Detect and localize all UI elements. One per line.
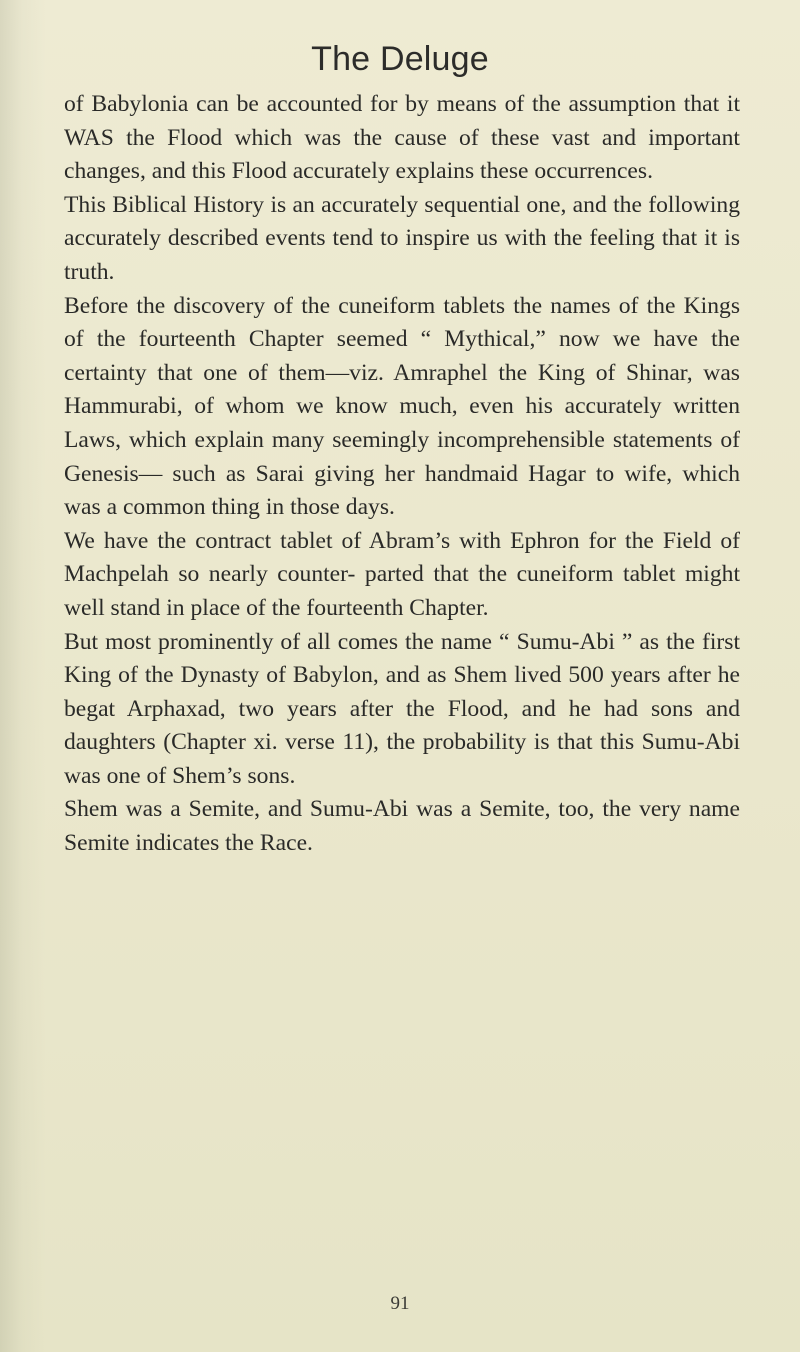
paragraph: of Babylonia can be accounted for by means of the assumption that it WAS the Flood which was the cause of these vast and important changes, and this Flood accurately explains these occurrences. xyxy=(64,91,740,185)
paragraph: This Biblical History is an accurately sequential one, and the following accurately described events tend to inspire us with the feeling that it is truth. xyxy=(64,191,740,285)
running-head: The Deluge xyxy=(311,40,489,78)
paragraph: Shem was a Semite, and Sumu-Abi was a Semite, too, the very name Semite indicates the Race. xyxy=(64,796,740,857)
page-number: 91 xyxy=(390,1293,410,1314)
body-text xyxy=(64,88,740,861)
paragraph: But most prominently of all comes the name “ Sumu-Abi ” as the first King of the Dynasty of Babylon, and as Shem lived 500 years after he begat Arphaxad, two years after the Flood, and he had sons and daughters (Chapter xi. verse 11), the probability is that this Sumu-Abi was one of Shem’s sons. xyxy=(64,628,740,789)
paragraph: We have the contract tablet of Abram’s with Ephron for the Field of Machpelah so nearly counter- parted that the cuneiform tablet might well stand in place of the fourteenth Chapter. xyxy=(64,527,740,621)
paragraph: Before the discovery of the cuneiform tablets the names of the Kings of the fourteenth Chapter seemed “ Mythical,” now we have the certainty that one of them—viz. Amraphel the King of Shinar, was Hammurabi, of whom we know much, even his accurately written Laws, which explain many seemingly incomprehensible statements of Genesis— such as Sarai giving her handmaid Hagar to wife, which was a common thing in those days. xyxy=(64,292,740,521)
